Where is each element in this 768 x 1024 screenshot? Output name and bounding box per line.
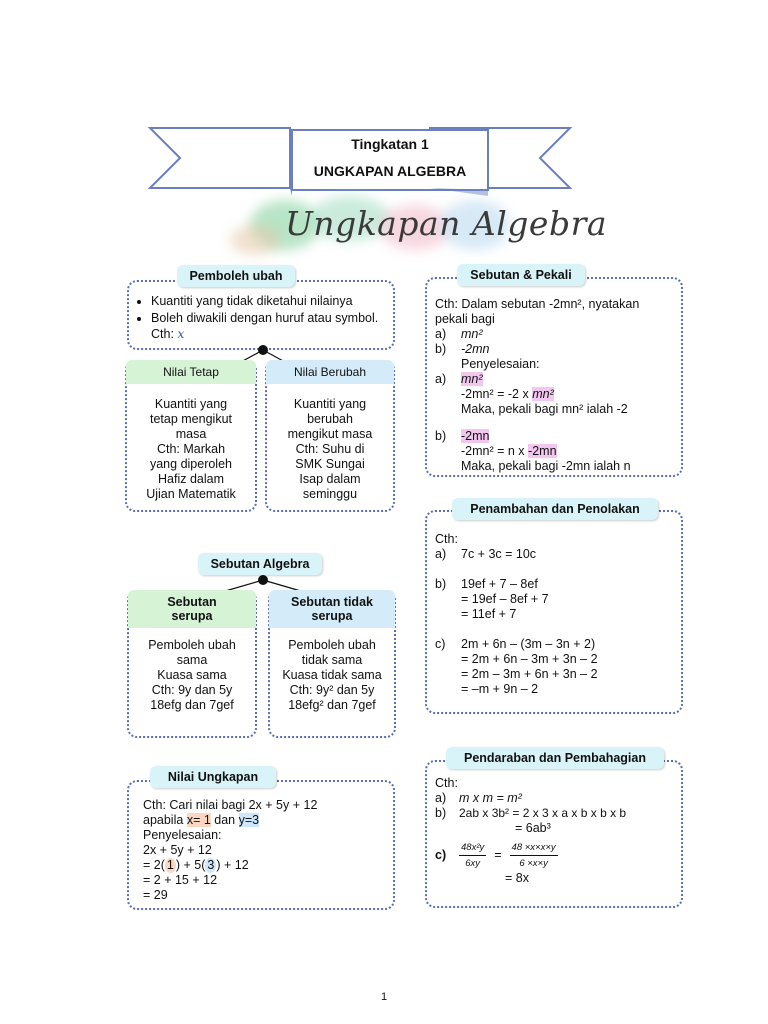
pekali-penyelesaian: Penyelesaian: bbox=[461, 357, 540, 371]
penambahan-b-2: = 19ef – 8ef + 7 bbox=[461, 592, 549, 606]
sebutan-pekali-box bbox=[425, 277, 683, 477]
banner-topic: UNGKAPAN ALGEBRA bbox=[313, 163, 467, 179]
pendaraban-cth: Cth: bbox=[435, 776, 458, 790]
pendaraban-title: Pendaraban dan Pembahagian bbox=[446, 747, 664, 769]
pekali-sol-b: b) -2mn bbox=[435, 429, 490, 443]
ungkapan-line-6: = 2 + 15 + 12 bbox=[143, 873, 218, 887]
fraction-1: $\frac{\text{48x²y}}{6xy}$ bbox=[461, 842, 485, 869]
pekali-sol-b-eq: -2mn² = n x -2mn bbox=[461, 444, 557, 458]
pekali-q-a: a) mn² bbox=[435, 327, 483, 341]
fraction-2: $\frac{48 \times x\times x\times y}{6 \times x\times y}$ bbox=[511, 842, 556, 869]
nilai-berubah-body: Kuantiti yang berubah mengikut masa Cth: Suhu di SMK Sungai Isap dalam seminggu bbox=[287, 397, 373, 501]
penambahan-c-1: c) 2m + 6n – (3m – 3n + 2) bbox=[435, 637, 596, 651]
pendaraban-c-result: = 8x bbox=[505, 871, 529, 885]
sebutan-pekali-title: Sebutan & Pekali bbox=[457, 264, 585, 286]
pendaraban-box bbox=[425, 760, 683, 908]
pemboleh-box bbox=[127, 280, 395, 350]
ungkapan-line-4: 2x + 5y + 12 bbox=[143, 843, 212, 857]
pekali-intro-1: Cth: Dalam sebutan -2mn², nyatakan bbox=[435, 297, 640, 311]
penambahan-b-3: = 11ef + 7 bbox=[461, 607, 517, 621]
serupa-body: Pemboleh ubah sama Kuasa sama Cth: 9y dan 5y 18efg dan 7gef bbox=[148, 638, 236, 712]
nilai-tetap-body: Kuantiti yang tetap mengikut masa Cth: Markah yang diperoleh Hafiz dalam Ujian Matematik bbox=[146, 397, 236, 501]
pemboleh-bullet-1: • Kuantiti yang tidak diketahui nilainya bbox=[151, 294, 396, 309]
page-number: 1 bbox=[380, 991, 388, 1003]
pekali-q-b: b) -2mn bbox=[435, 342, 490, 356]
ungkapan-line-5: = 2( 1 ) + 5( 3 ) + 12 bbox=[143, 858, 249, 872]
penambahan-cth: Cth: bbox=[435, 532, 458, 546]
tidak-serupa-body: Pemboleh ubah tidak sama Kuasa tidak sama Cth: 9y² dan 5y 18efg² dan 7gef bbox=[282, 638, 382, 712]
pendaraban-a: a) m x m = m² bbox=[435, 791, 522, 805]
ungkapan-line-1: Cth: Cari nilai bagi 2x + 5y + 12 bbox=[143, 798, 318, 812]
nilai-ungkapan-box bbox=[127, 780, 395, 910]
pendaraban-c: c) $\frac{\text{48x²y}}{6xy}$ = $\frac{48 \times x\times x\times y}{6 \times x\times y}$ bbox=[435, 842, 556, 869]
pekali-sol-a: a) mn² bbox=[435, 372, 483, 386]
sebutan-algebra-title: Sebutan Algebra bbox=[198, 553, 322, 575]
penambahan-c-2: = 2m + 6n – 3m + 3n – 2 bbox=[461, 652, 598, 666]
pekali-sol-b-ans: Maka, pekali bagi -2mn ialah n bbox=[461, 459, 631, 473]
pendaraban-b-result: = 6ab³ bbox=[515, 821, 551, 835]
tidak-serupa-header: Sebutan tidak serupa bbox=[269, 590, 395, 628]
ungkapan-line-2: apabila x= 1 dan y=3 bbox=[143, 813, 260, 827]
banner-level: Tingkatan 1 bbox=[351, 136, 429, 152]
nilai-ungkapan-title: Nilai Ungkapan bbox=[150, 766, 276, 788]
serupa-header: Sebutan serupa bbox=[128, 590, 256, 628]
script-title: Ungkapan Algebra bbox=[285, 204, 608, 243]
penambahan-c-4: = –m + 9n – 2 bbox=[461, 682, 539, 696]
pemboleh-bullet-2: • Boleh diwakili dengan huruf atau symbol. Cth: x bbox=[151, 311, 396, 342]
banner-ribbon bbox=[140, 118, 580, 203]
pemboleh-title: Pemboleh ubah bbox=[177, 265, 295, 287]
penambahan-c-3: = 2m – 3m + 6n + 3n – 2 bbox=[461, 667, 598, 681]
pekali-sol-a-ans: Maka, pekali bagi mn² ialah -2 bbox=[461, 402, 628, 416]
ungkapan-line-7: = 29 bbox=[143, 888, 168, 902]
penambahan-b-1: b) 19ef + 7 – 8ef bbox=[435, 577, 538, 591]
penambahan-box bbox=[425, 510, 683, 714]
penambahan-title: Penambahan dan Penolakan bbox=[452, 498, 658, 520]
penambahan-a: a) 7c + 3c = 10c bbox=[435, 547, 537, 561]
pekali-sol-a-eq: -2mn² = -2 x mn² bbox=[461, 387, 554, 401]
pendaraban-b: b) 2ab x 3b² = 2 x 3 x a x b x b x b bbox=[435, 806, 627, 820]
nilai-berubah-header: Nilai Berubah bbox=[266, 360, 394, 384]
nilai-tetap-header: Nilai Tetap bbox=[126, 360, 256, 384]
ungkapan-line-3: Penyelesaian: bbox=[143, 828, 222, 842]
pekali-intro-2: pekali bagi bbox=[435, 312, 495, 326]
